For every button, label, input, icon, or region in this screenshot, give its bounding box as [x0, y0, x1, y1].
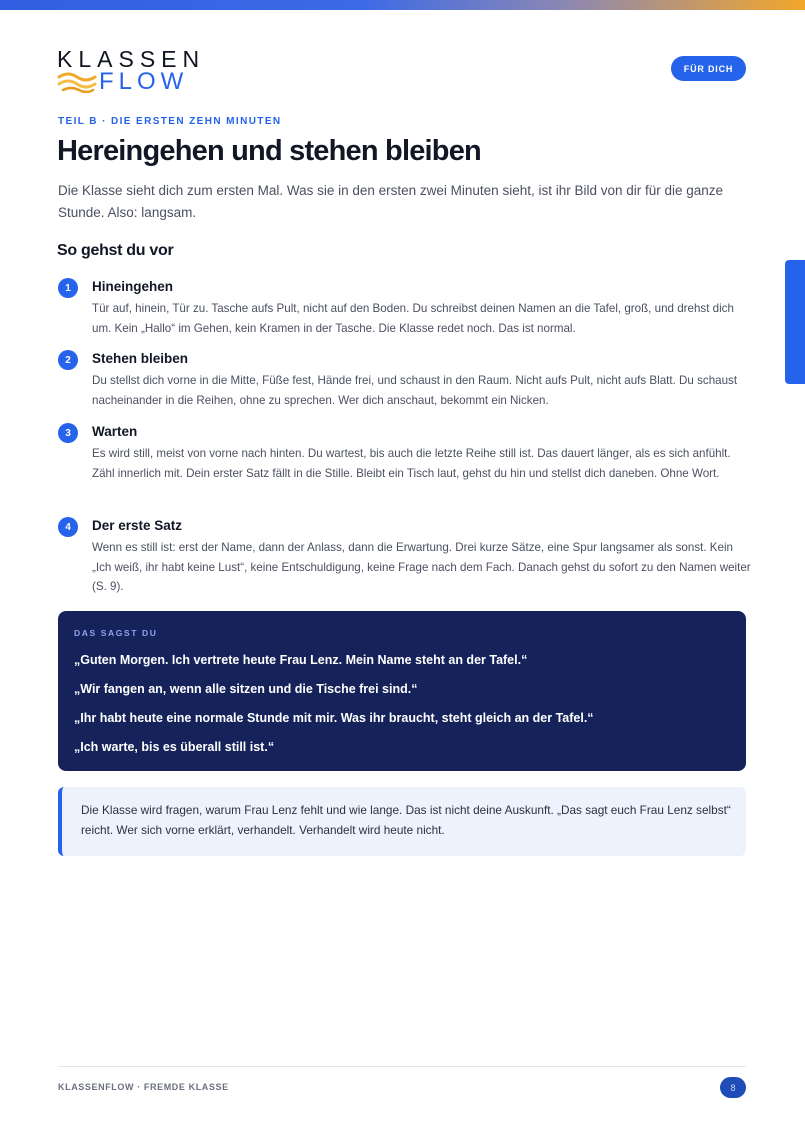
step-number: 2 [58, 350, 78, 370]
quote-label: DAS SAGST DU [74, 628, 158, 638]
quote-line: „Ihr habt heute eine normale Stunde mit mir. Was ihr braucht, steht gleich an der Tafel.“ [74, 711, 594, 725]
steps-heading: So gehst du vor [57, 242, 174, 259]
step-title: Der erste Satz [92, 518, 183, 533]
note-callout [58, 787, 746, 856]
footer-divider [58, 1066, 746, 1067]
step-number: 4 [58, 517, 78, 537]
top-gradient-bar [0, 0, 805, 10]
quote-box [58, 611, 746, 771]
step-body: Du stellst dich vorne in die Mitte, Füße fest, Hände frei, und schaust in den Raum. Nicht aufs Pult, nicht aufs Blatt. Du schaust nacheinander in die Reihen, ohne zu sprechen. Wer dich anschaut, bekommt ein Nicken. [92, 374, 738, 407]
footer-label: KLASSENFLOW · FREMDE KLASSE [58, 1082, 229, 1092]
step-title: Warten [92, 424, 138, 439]
step-body: Wenn es still ist: erst der Name, dann der Anlass, dann die Erwartung. Drei kurze Sätze, eine Spur langsamer als sonst. Kein „Ich weiß, ihr habt keine Lust“, keine Entschuldigung, keine Frage nach dem Fach. Danach gehst du sofort zu den Namen weiter (S. 9). [92, 541, 751, 593]
page-number: 8 [720, 1077, 746, 1098]
page-title: Hereingehen und stehen bleiben [57, 135, 481, 167]
audience-badge: FÜR DICH [671, 56, 746, 81]
step-body: Es wird still, meist von vorne nach hinten. Du wartest, bis auch die letzte Reihe still ist. Das dauert länger, als es sich anfühlt. Zähl innerlich mit. Dein erster Satz fällt in die Stille. Bleibt ein Tisch laut, gehst du hin und stellst dich daneben. Ohne Wort. [92, 447, 731, 480]
wave-icon [57, 71, 97, 93]
logo-wordmark-top: KLASSEN [57, 46, 206, 72]
klassenflow-logo [57, 46, 206, 98]
quote-line: „Wir fangen an, wenn alle sitzen und die Tische frei sind.“ [74, 682, 418, 696]
step-title: Stehen bleiben [92, 351, 189, 366]
quote-line: „Ich warte, bis es überall still ist.“ [74, 740, 275, 754]
step-number: 1 [58, 278, 78, 298]
step-body: Tür auf, hinein, Tür zu. Tasche aufs Pult, nicht auf den Boden. Du schreibst deinen Namen an die Tafel, groß, und drehst dich um. Kein „Hallo“ im Gehen, kein Kramen in der Tasche. Die Klasse redet noch. Das ist normal. [92, 302, 734, 335]
step-number: 3 [58, 423, 78, 443]
logo-wordmark-bottom: FLOW [99, 68, 189, 95]
section-eyebrow: TEIL B · DIE ERSTEN ZEHN MINUTEN [58, 116, 282, 127]
intro-paragraph: Die Klasse sieht dich zum ersten Mal. Was sie in den ersten zwei Minuten sieht, ist ihr Bild von dir für die ganze Stunde. Also: langsam. [58, 183, 724, 220]
note-text: Die Klasse wird fragen, warum Frau Lenz fehlt und wie lange. Das ist nicht deine Auskunft. „Das sagt euch Frau Lenz selbst“ reicht. Wer sich vorne erklärt, verhandelt. Verhandelt wird heute nicht. [81, 803, 731, 837]
quote-line: „Guten Morgen. Ich vertrete heute Frau Lenz. Mein Name steht an der Tafel.“ [74, 653, 528, 667]
step-title: Hineingehen [92, 279, 174, 294]
side-tab-marker [785, 260, 805, 384]
